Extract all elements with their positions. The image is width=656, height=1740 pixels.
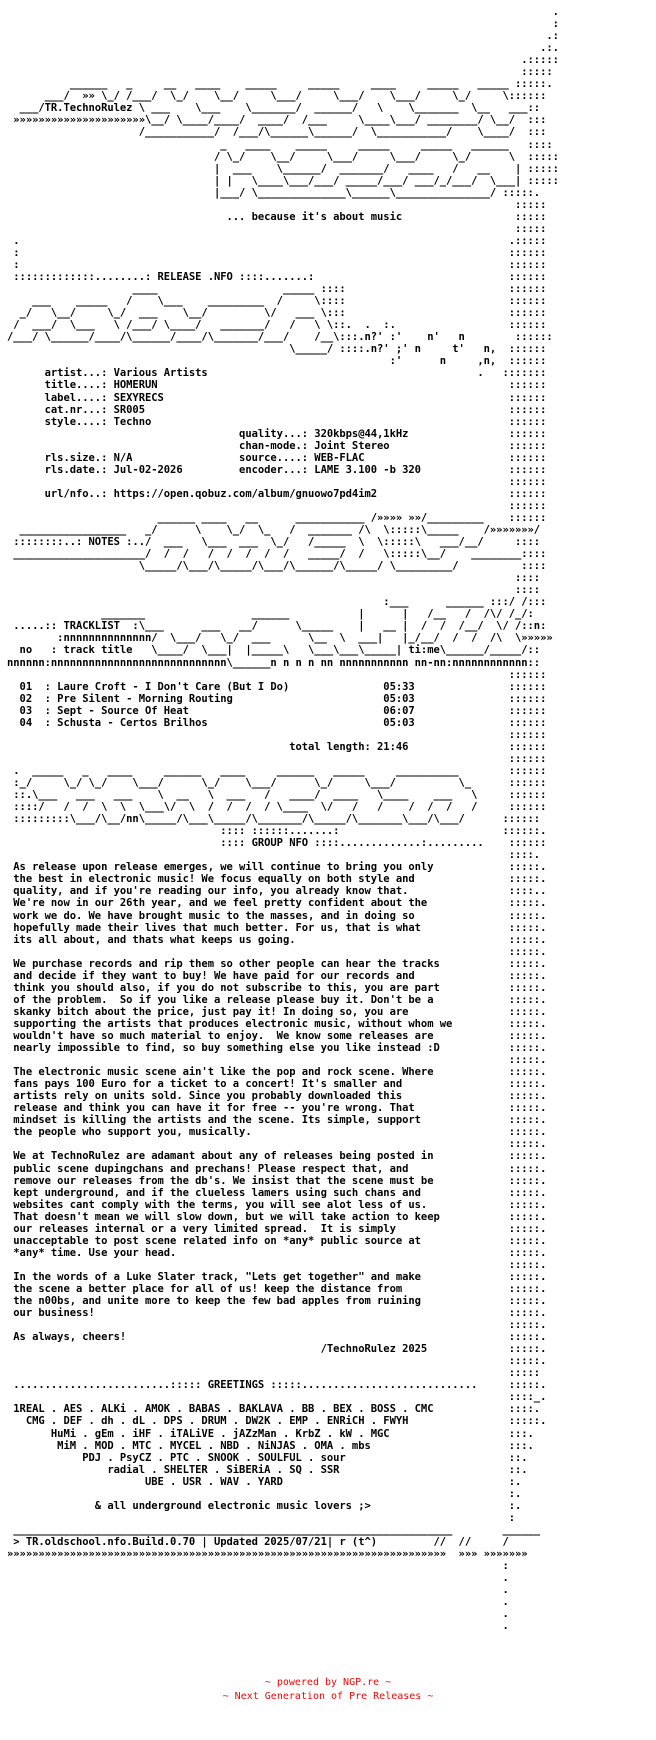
footer-powered-by[interactable]: ~ powered by NGP.re ~ <box>264 1677 392 1688</box>
nfo-document: . : .: .:. .::::: ::::: ______ _ __ ____ _____ _____ ____ _____ _____ :::::. ___/ »» \_/ /___/ \_/ \__/ \___/ \___/ \___/ \_/ \:::::: ___/TR.TechnoRulez \ ___ \___ \_______/ ______/ \ \_______ \__ ___:: »»»»»»»»»»»»»»»»»»»»»\__/ \____/____/ ____/ /___ \____\___/ ________/ \__/ ::: /___________/ /___/\______\______/ \___________/ \____/ ::: _ ____ _____ _____ _____ ______ :::: / \_/ \__/ \___/ \___/ \_/ \ ::::: | ___ \______/ _______/ ____ / __ | ::::: | | \____\___/___/ _____/___/ ___/_/___/ \___| ::::: |___/ \______________\______\_______________/ :::::. ::::: ... because it's about music ::::: ::::: . .::::: : :::::: : :::::: :::::::::::::........: RELEASE .NFO ::::.......: :::::: ____ _____ :::: :::::: ___ _____ / \___ _________ / \:::: :::::: _/ \__/ \_/ ___ \__/ \/ ___ \::: :::::: / ___/ \___ \ /___/ \____/ _______/ / \ \::. . :. :::::: /___/ \______/____/\______/____/\_______/___/ /__\:::.n?' :' n' n :::::: \_____/ ::::.n?' ;' n t' n, :::::: :' n ,n, :::::: artist...: Various Artists . ::::::: title....: HOMERUN :::::: label....: SEXYRECS :::::: cat.nr...: SR005 :::::: style....: Techno :::::: quality...: 320kbps@44,1kHz :::::: chan-mode.: Joint Stereo :::::: rls.size.: N/A source....: WEB-FLAC :::::: rls.date.: Jul-02-2026 encoder...: LAME 3.100 -b 320 :::::: :::::: url/nfo..: https://open.qobuz.com/album/gnuowo7pd4im2 :::::: :::::: ______ ____ __ ___________ /»»»» »»/_________ :::::: _________________ _/ \ \_/ \_ / _______ /\ \:::::\_____ /»»»»»»»/ ::::::::..: NOTES :../ ___ \___ ___ \_/ /_____ \ \:::::\ ___/__/ :::: _____________________/ / / / / / / / _____/ / \:::::\__/ ________:::: \_____/\___/\_____/\___/\______/\_____/ \_________/ :::: :::: :::: :___ ______ :::/ /::: _______ ______ | | /__ / /\/ /_/: .....:: TRACKLIST :\___ ___ __/ \_____ | __ | / / /__/ \/ /::n: :nnnnnnnnnnnnnn/ \___/ \_/ ___ \__ \ ___| |_/__/ / / /\ \»»»»» no : track title \____/ \___| |_____\ \___\___\_____| ti:me\______/_____/:: nnnnnn:nnnnnnnnnnnnnnnnnnnnnnnnnnnn\______n n n n nn nnnnnnnnnnn nn-nn:nnnnnnnnnnnn:: :::::: 01 : Laure Croft - I Don't Care (But I Do) 05:33 :::::: 02 : Pre Silent - Morning Routing 05:03 :::::: 03 : Sept - Source Of Heat 06:07 :::::: 04 : Schusta - Certos Brilhos 05:03 :::::: :::::: total length: 21:46 :::::: :::::: . _____ _ ____ ______ ____ ______ _____ __________ :::::: :_/ \_/ \_/ \___/ \_/ \___/ \_/ \___/ \_ :::::: ::.\___ ___ ___ \ __ \ ___ / ____/ ____ \____ ___ \ :::::: ::::/ / / \ \ \___\/ \ / / / / \____ \/ / / / / / / :::::: :::::::::\___/\__/nn\_____/\___\_____/\_______/\_____/\_______\___/\___/ :::::: :::: ::::::.......: ::::::. :::: GROUP NFO ::::.............:......... :::::: ::::. As release upon release emerges, we will continue to bring you only :::::. the best in electronic music! We focus equally on both style and :::::. quality, and if you're reading our info, you already know that. ::::.. We're now in our 26th year, and we feel pretty confident about the :::::. work we do. We have brought music to the masses, and in doing so :::::. hopefully made their lives that much better. For us, that is what :::::. its all about, and thats what keeps us going. :::::. :::::. We purchase records and rip them so other people can hear the tracks :::::. and decide if they want to buy! We have paid for our records and :::::. think you should also, if you do not subscribe to this, you are part :::::. of the problem. So if you like a release please buy it. Don't be a :::::. skanky bitch about the price, just pay it! In doing so, you are :::::. supporting the artists that produces electronic music, without whom we :::::. wouldn't have so much material to enjoy. We know some releases are :::::. nearly impossible to find, so buy something else you like instead :D :::::. :::::. The electronic music scene ain't like the pop and rock scene. Where :::::. fans pays 100 Euro for a ticket to a concert! It's smaller and :::::. artists rely on units sold. Since you probably downloaded this :::::. release and think you can have it for free -- you're wrong. That :::::. mindset is killing the artists and the scene. Its simple, support :::::. the people who support you, musically. :::::. :::::. We at TechnoRulez are adamant about any of releases being posted in :::::. public scene dupingchans and prechans! Please respect that, and :::::. remove our releases from the db's. We insist that the scene must be :::::. kept underground, and if the clueless lamers using such chans and :::::. websites cant comply with the terms, you will see alot less of us. :::::. That doesn't mean we will slow down, but we will take action to keep :::::. our releases internal or a very limited spread. It is simply :::::. unacceptable to post scene related info on *any* public source at :::::. *any* time. Use your head. :::::. :::::. In the words of a Luke Slater track, "Lets get together" and make :::::. the scene a better place for all of us! keep the distance from :::::. the n00bs, and unite more to keep the few bad apples from ruining :::::. our business! :::::. :::::. As always, cheers! :::::. /TechnoRulez 2025 :::::. :::::. ::::: .........................::::: GREETINGS :::::............................ :::::. ::::_. 1REAL . AES . ALKi . AMOK . BABAS . BAKLAVA . BB . BEX . BOSS . CMC ::::. CMG . DEF . dh . dL . DPS . DRUM . DW2K . EMP . ENRiCH . FWYH :::::. HuMi . gEm . iHF . iTALiVE . jAZzMan . KrbZ . kW . MGC :::. MiM . MOD . MTC . MYCEL . NBD . NiNJAS . OMA . mbs :::. PDJ . PsyCZ . PTC . SNOOK . SOULFUL . sour ::. radial . SHELTER . SiBERiA . SQ . SSR ::. UBE . USR . WAV . YARD :. :. & all underground electronic music lovers ;> :. : ______________________________________________________________________ ______ > TR.oldschool.nfo.Build.0.70 | Updated 2025/07/21| r (t^) // // / »»»»»»»»»»»»»»»»»»»»»»»»»»»»»»»»»»»»»»»»»»»»»»»»»»»»»»»»»»»»»»»»»»»»»» »»» »»»»»»» : . . . . . <box>7 6 559 1633</box>
footer-tagline: ~ Next Generation of Pre Releases ~ <box>222 1691 434 1702</box>
footer <box>0 1676 656 1704</box>
